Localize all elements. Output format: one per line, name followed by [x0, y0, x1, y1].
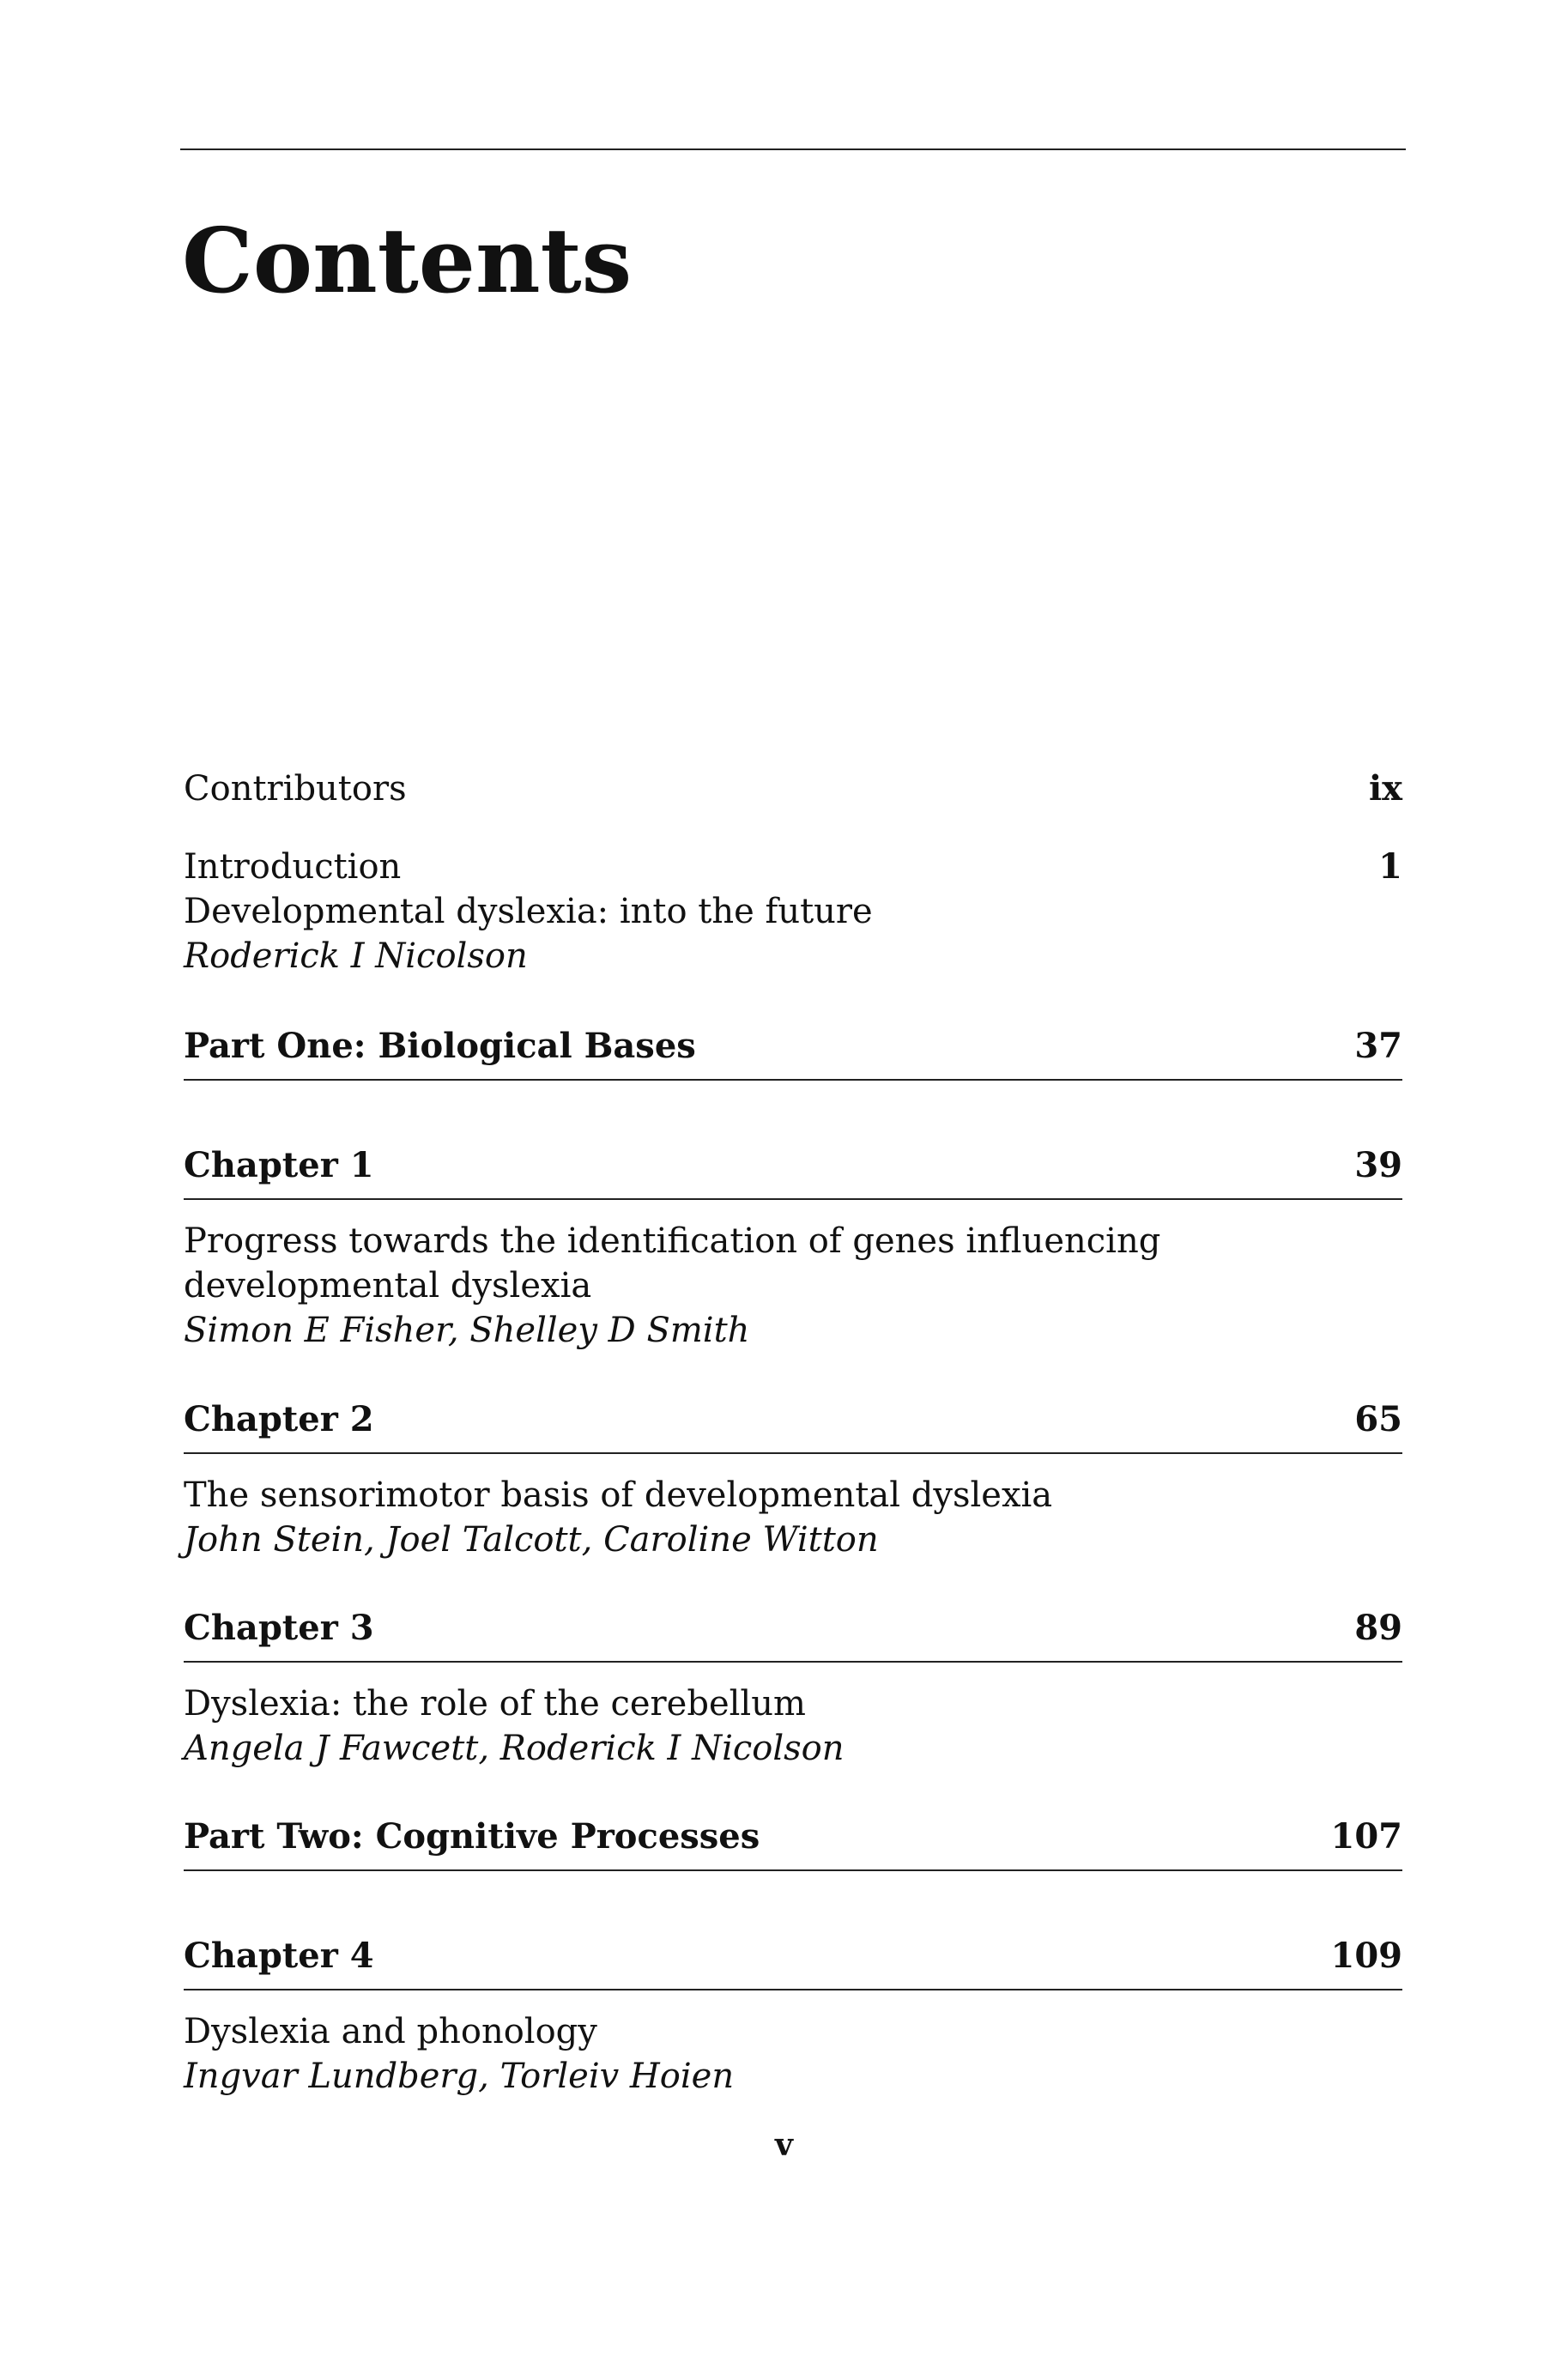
- page-number: 89: [1354, 1608, 1402, 1648]
- chapter-title: Progress towards the identification of genes influencing: [184, 1221, 1161, 1261]
- toc-part-two: [184, 1815, 1402, 1871]
- chapter-authors: Angela J Fawcett, Roderick I Nicolson: [184, 1729, 845, 1768]
- toc-chapter-4-details: [184, 2009, 1402, 2099]
- toc-chapter-3-details: [184, 1681, 1402, 1771]
- toc-chapter-4: [184, 1934, 1402, 1990]
- toc-chapter-1-details: [184, 1219, 1402, 1353]
- chapter-title: The sensorimotor basis of developmental dyslexia: [184, 1475, 1053, 1515]
- entry-label: Introduction: [184, 847, 402, 887]
- entry-label: Contributors: [184, 769, 407, 809]
- toc-part-one: [184, 1024, 1402, 1081]
- entry-authors: Roderick I Nicolson: [184, 936, 528, 976]
- chapter-authors: John Stein, Joel Talcott, Caroline Witton: [184, 1520, 879, 1560]
- chapter-title: Dyslexia and phonology: [184, 2012, 597, 2051]
- chapter-heading: Chapter 4: [184, 1936, 374, 1976]
- part-heading: Part One: Biological Bases: [184, 1026, 696, 1066]
- toc-chapter-2-details: [184, 1473, 1402, 1562]
- page-number: 39: [1354, 1145, 1402, 1185]
- chapter-heading: Chapter 3: [184, 1608, 374, 1648]
- toc-chapter-3: [184, 1606, 1402, 1663]
- page-number: 1: [1378, 846, 1402, 887]
- chapter-heading: Chapter 1: [184, 1145, 374, 1185]
- page-folio: v: [775, 2127, 793, 2163]
- entry-subtitle: Developmental dyslexia: into the future: [184, 892, 873, 931]
- top-rule: [180, 148, 1406, 150]
- toc-chapter-2: [184, 1397, 1402, 1454]
- part-heading: Part Two: Cognitive Processes: [184, 1816, 760, 1857]
- page-number: 65: [1354, 1399, 1402, 1439]
- chapter-title: Dyslexia: the role of the cerebellum: [184, 1684, 806, 1724]
- chapter-authors: Ingvar Lundberg, Torleiv Hoien: [184, 2057, 735, 2096]
- page-number: 109: [1330, 1936, 1402, 1976]
- page-title: Contents: [182, 208, 633, 313]
- page-number: 107: [1330, 1816, 1402, 1857]
- page-number: 37: [1354, 1026, 1402, 1066]
- chapter-title-continued: developmental dyslexia: [184, 1266, 592, 1306]
- toc-entry-contributors: [184, 766, 1402, 811]
- page-number: ix: [1368, 768, 1402, 809]
- chapter-heading: Chapter 2: [184, 1399, 374, 1439]
- chapter-authors: Simon E Fisher, Shelley D Smith: [184, 1311, 750, 1350]
- toc-entry-introduction: [184, 845, 1402, 979]
- toc-chapter-1: [184, 1143, 1402, 1200]
